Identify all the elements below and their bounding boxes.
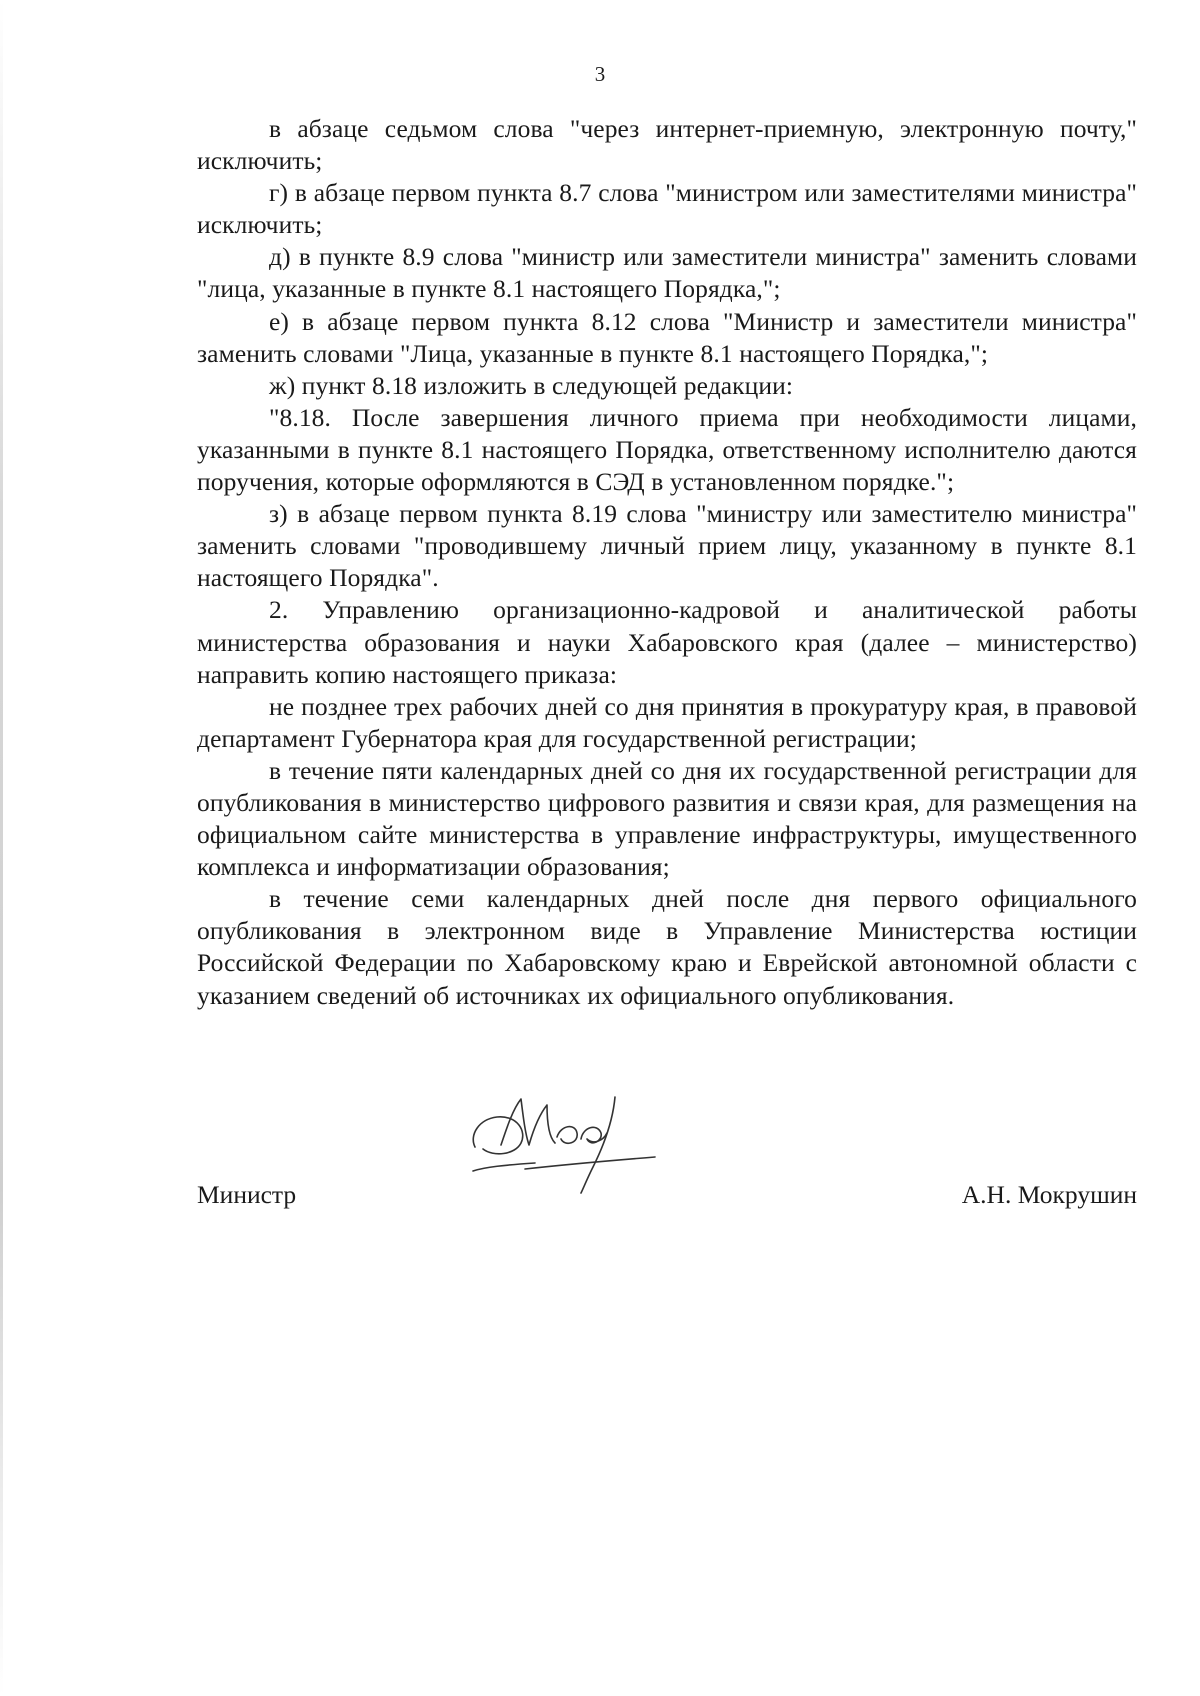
- signer-name: А.Н. Мокрушин: [961, 1180, 1137, 1209]
- page-number: 3: [594, 62, 606, 86]
- signer-title: Министр: [197, 1180, 297, 1209]
- paragraph-item-g: г) в абзаце первом пункта 8.7 слова "министром или заместителями министра" исключить;: [197, 178, 1137, 240]
- signature-block: [197, 1180, 1137, 1220]
- paragraph-item-zh: ж) пункт 8.18 изложить в следующей редакции:: [269, 370, 794, 400]
- paragraph-section-2: 2. Управлению организационно-кадровой и аналитической работы министерства образования и науки Хабаровского края (далее – министерство) направить копию настоящего приказа:: [197, 595, 1137, 689]
- paragraph-item-e: е) в абзаце первом пункта 8.12 слова "Министр и заместители министра" заменить словами "Лица, указанные в пункте 8.1 настоящего Порядка,";: [197, 306, 1137, 368]
- paragraph-deadline-7-days: в течение семи календарных дней после дня первого официального опубликования в электронном виде в Управление Министерства юстиции Российской Федерации по Хабаровскому краю и Еврейской автономной области с указанием сведений об источниках их официального опубликования.: [197, 884, 1137, 1010]
- paragraph-deadline-3-days: не позднее трех рабочих дней со дня принятия в прокуратуру края, в правовой департамент Губернатора края для государственной регистрации;: [197, 691, 1137, 753]
- document-body: [197, 113, 1137, 1012]
- scan-edge: [0, 0, 3, 1696]
- paragraph-deadline-5-days: в течение пяти календарных дней со дня их государственной регистрации для опубликования в министерство цифрового развития и связи края, для размещения на официальном сайте министерства в управление инфраструктуры, имущественного комплекса и информатизации образования;: [197, 755, 1137, 882]
- paragraph-point-8-18: "8.18. После завершения личного приема при необходимости лицами, указанными в пункте 8.1 настоящего Порядка, ответственному исполнителю даются поручения, которые оформляются в СЭД в установленном порядке.";: [197, 402, 1137, 497]
- handwritten-signature: [465, 1085, 665, 1195]
- paragraph-item-v: в абзаце седьмом слова "через интернет-приемную, электронную почту," исключить;: [197, 114, 1137, 176]
- paragraph-item-d: д) в пункте 8.9 слова "министр или заместители министра" заменить словами "лица, указанные в пункте 8.1 настоящего Порядка,";: [197, 242, 1137, 304]
- paragraph-item-z: з) в абзаце первом пункта 8.19 слова "министру или заместителю министра" заменить словами "проводившему личный прием лицу, указанному в пункте 8.1 настоящего Порядка".: [197, 499, 1137, 593]
